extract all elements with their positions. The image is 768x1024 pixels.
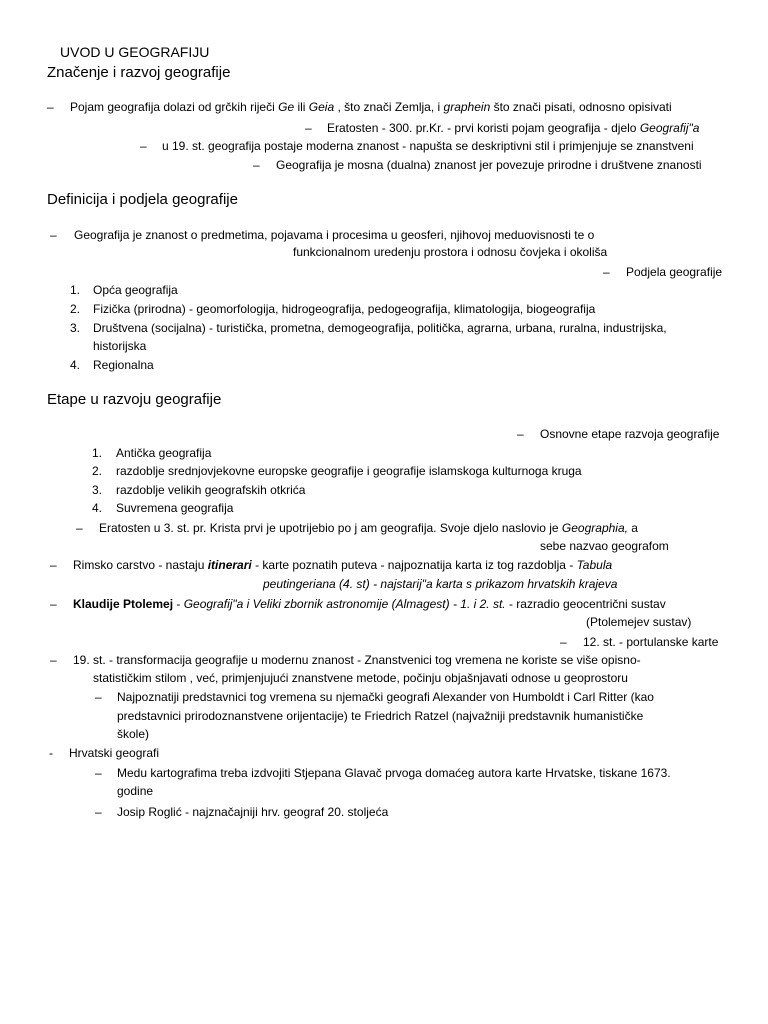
- list-number: 4.: [92, 501, 103, 515]
- bullet-dash: –: [50, 228, 57, 242]
- section-heading-znacenje: Značenje i razvoj geografije: [47, 64, 231, 81]
- list-item-suvremena: Suvremena geografija: [116, 501, 234, 515]
- paragraph-eratosten-300: Eratosten - 300. pr.Kr. - prvi koristi pojam geografija - djelo Geografij"a: [327, 121, 700, 135]
- paragraph-19st-line2: statističkim stilom , već, primjenjujući znanstvene metode, počinju objašnjavati odnose u geoprostoru: [93, 671, 628, 685]
- list-number: 2.: [92, 464, 103, 478]
- paragraph-ptolemej: Klaudije Ptolemej - Geografij"a i Veliki zbornik astronomije (Almagest) - 1. i 2. st. - razradio geocentrični sustav: [73, 597, 666, 611]
- paragraph-eratosten-3st-cont: sebe nazvao geografom: [540, 539, 669, 553]
- bullet-hyphen: -: [49, 746, 53, 760]
- paragraph-roglic: Josip Roglić - najznačajniji hrv. geograf 20. stoljeća: [117, 805, 389, 819]
- paragraph-predstavnici-line2: predstavnici prirodoznanstvene orijentacije) te Friedrich Ratzel (najvažniji predstavnik humanističke: [117, 709, 644, 723]
- paragraph-definicija-line2: funkcionalnom uredenju prostora i odnosu čovjeka i okoliša: [293, 245, 608, 259]
- bullet-dash: –: [603, 265, 610, 279]
- list-number: 1.: [70, 283, 81, 297]
- bullet-dash: –: [47, 100, 54, 114]
- bullet-dash: –: [50, 653, 57, 667]
- list-item-srednjovjekovna: razdoblje srednjovjekovne europske geografije i geografije islamskoga kulturnoga kruga: [116, 464, 582, 478]
- bullet-dash: –: [50, 558, 57, 572]
- paragraph-glavac-line2: godine: [117, 784, 154, 798]
- paragraph-19st-line1: 19. st. - transformacija geografije u modernu znanost - Znanstvenici tog vremena ne koriste se više opisno-: [73, 653, 641, 667]
- list-number: 1.: [92, 446, 103, 460]
- bullet-dash: –: [253, 158, 260, 172]
- list-item-fizicka: Fizička (prirodna) - geomorfologija, hidrogeografija, pedogeografija, klimatologija, biogeografija: [93, 302, 596, 316]
- list-number: 3.: [92, 483, 103, 497]
- paragraph-pojam-geografija: Pojam geografija dolazi od grčkih riječi Ge ili Geia , što znači Zemlja, i graphein što znači pisati, odnosno opisivati: [70, 100, 672, 114]
- paragraph-ptolemej-cont: (Ptolemejev sustav): [586, 615, 692, 629]
- section-heading-etape: Etape u razvoju geografije: [47, 391, 222, 408]
- paragraph-predstavnici-line1: Najpoznatiji predstavnici tog vremena su njemački geografi Alexander von Humboldt i Carl Ritter (kao: [117, 690, 654, 704]
- bullet-dash: –: [560, 635, 567, 649]
- bullet-dash: –: [76, 521, 83, 535]
- paragraph-rimsko-carstvo-cont: peutingeriana (4. st) - najstarij"a karta s prikazom hrvatskih krajeva: [263, 577, 618, 591]
- paragraph-hrvatski-geografi: Hrvatski geografi: [69, 746, 160, 760]
- section-heading-definicija: Definicija i podjela geografije: [47, 191, 238, 208]
- paragraph-mosna-znanost: Geografija je mosna (dualna) znanost jer povezuje prirodne i društvene znanosti: [276, 158, 702, 172]
- bullet-dash: –: [95, 690, 102, 704]
- bullet-dash: –: [95, 766, 102, 780]
- list-number: 4.: [70, 358, 81, 372]
- paragraph-rimsko-carstvo: Rimsko carstvo - nastaju itinerari - karte poznatih puteva - najpoznatija karta iz tog razdoblja - Tabula: [73, 558, 613, 572]
- list-item-opca: Opća geografija: [93, 283, 178, 297]
- paragraph-portulanske: 12. st. - portulanske karte: [583, 635, 719, 649]
- bullet-dash: –: [140, 139, 147, 153]
- list-number: 2.: [70, 302, 81, 316]
- bullet-dash: –: [517, 427, 524, 441]
- list-item-anticka: Antička geografija: [116, 446, 212, 460]
- paragraph-glavac-line1: Medu kartografima treba izdvojiti Stjepana Glavač prvoga domaćeg autora karte Hrvatske, tiskane 1673.: [117, 766, 671, 780]
- list-number: 3.: [70, 321, 81, 335]
- list-item-regionalna: Regionalna: [93, 358, 154, 372]
- document-title: UVOD U GEOGRAFIJU: [60, 44, 210, 60]
- paragraph-osnovne-etape: Osnovne etape razvoja geografije: [540, 427, 720, 441]
- paragraph-definicija-line1: Geografija je znanost o predmetima, pojavama i procesima u geosferi, njihovoj meduovisnosti te o: [74, 228, 595, 242]
- bullet-dash: –: [50, 597, 57, 611]
- bullet-dash: –: [305, 121, 312, 135]
- list-item-drustvena-cont: historijska: [93, 339, 147, 353]
- paragraph-eratosten-3st: Eratosten u 3. st. pr. Krista prvi je upotrijebio po j am geografija. Svoje djelo naslovio je Geographia, a: [99, 521, 638, 535]
- list-item-otkrica: razdoblje velikih geografskih otkrića: [116, 483, 306, 497]
- paragraph-podjela: Podjela geografije: [626, 265, 723, 279]
- bullet-dash: –: [95, 805, 102, 819]
- paragraph-19-stoljece: u 19. st. geografija postaje moderna znanost - napušta se deskriptivni stil i primjenjuje se znanstveni: [162, 139, 694, 153]
- paragraph-predstavnici-line3: škole): [117, 727, 150, 741]
- list-item-drustvena: Društvena (socijalna) - turistička, prometna, demogeografija, politička, agrarna, urbana, ruralna, industrijska,: [93, 321, 667, 335]
